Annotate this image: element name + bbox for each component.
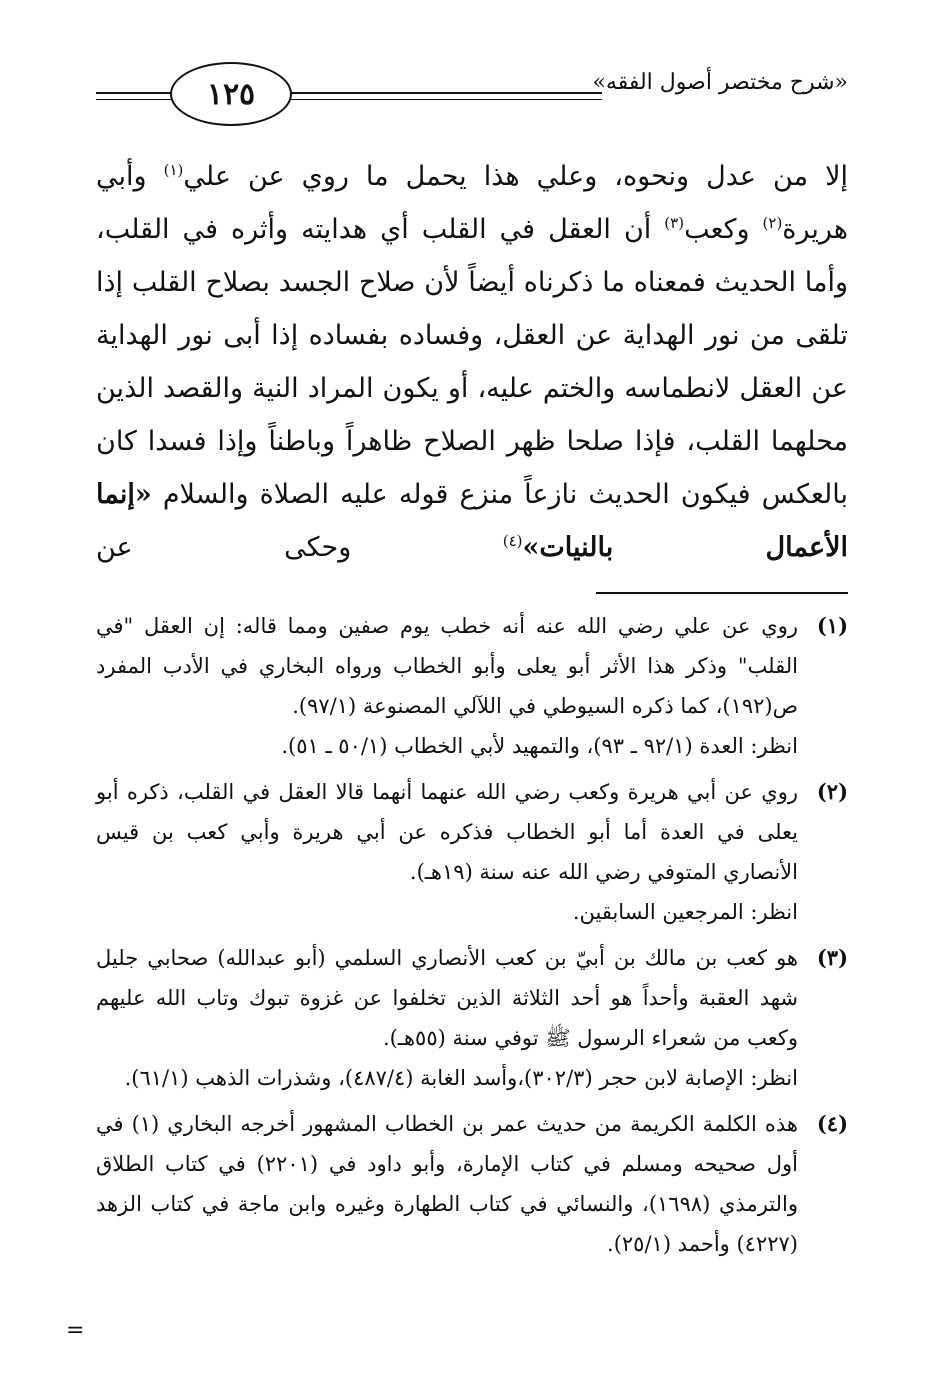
text-segment: وحكى عن [96,532,503,563]
running-title: «شرح مختصر أصول الفقه» [592,70,848,95]
header-rule-middle [272,92,602,94]
footnote-2 [96,772,848,932]
main-paragraph [96,150,848,574]
footnote-reference: انظر: المرجعين السابقين. [572,900,798,924]
footnote-text: روي عن علي رضي الله عنه أنه خطب يوم صفين ومما قاله: إن العقل "في القلب" وذكر هذا الأثر أبو يعلى وأبو الخطاب ورواه البخاري في الأدب المفرد ص(١٩٢)، كما ذكره السيوطي في اللآلي المصنوعة (٩٧/١). [96,614,798,718]
footnote-number: (٣) [816,945,848,970]
footnote-ref-4[interactable]: (٤) [502,532,523,550]
hadith-quote: «إنما الأعمال بالنيات» [96,479,848,563]
footnote-4 [96,1104,848,1264]
footnote-body [96,938,798,1098]
text-segment: وأبي هريرة [96,161,848,245]
margin-mark: = [66,1318,85,1343]
page-number: ١٢٥ [170,62,292,126]
footnote-ref-1[interactable]: (١) [163,161,184,179]
footnote-body [96,772,798,932]
main-body-text [96,150,848,574]
footnote-ref-2[interactable]: (٢) [762,214,783,232]
footnote-body [96,1104,798,1264]
text-segment: أن العقل في القلب أي هدايته وأثره في القلب، وأما الحديث فمعناه ما ذكرناه أيضاً لأن صلاح الجسد بصلاح القلب إذا تلقى من نور الهداية عن العقل، وفساده بفساده إذا أبى نور الهداية عن العقل لانطماسه والختم عليه، أو يكون المراد النية والقصد الذين محلهما القلب، فإذا صلحا ظهر الصلاح ظاهراً وباطناً وإذا فسدا كان بالعكس فيكون الحديث نازعاً منزع قوله عليه الصلاة والسلام [96,214,848,510]
footnote-number: (٤) [816,1111,848,1136]
footnote-3 [96,938,848,1098]
footnote-text: هذه الكلمة الكريمة من حديث عمر بن الخطاب المشهور أخرجه البخاري (١) في أول صحيحه ومسلم في كتاب الإمارة، وأبو داود في (٢٢٠١) في كتاب الطلاق والترمذي (١٦٩٨)، والنسائي في كتاب الطهارة وغيره وابن ماجة في كتاب الزهد (٤٢٢٧) وأحمد (٢٥/١). [96,1112,798,1256]
page-header [96,62,848,132]
footnotes-section [96,606,848,1270]
footnote-number: (٢) [816,779,848,804]
footnote-1 [96,606,848,766]
footnote-separator [596,592,848,594]
footnote-text: هو كعب بن مالك بن أبيّ بن كعب الأنصاري السلمي (أبو عبدالله) صحابي جليل شهد العقبة وأحداً هو أحد الثلاثة الذين تخلفوا عن غزوة تبوك وتاب الله عليهم وكعب من شعراء الرسول ﷺ توفي سنة (٥٥هـ). [96,946,798,1050]
footnote-number: (١) [816,613,848,638]
header-rule-middle-thin [272,99,602,100]
footnote-ref-3[interactable]: (٣) [664,214,685,232]
footnote-text: روي عن أبي هريرة وكعب رضي الله عنهما أنهما قالا العقل في القلب، ذكره أبو يعلى في العدة أما أبو الخطاب فذكره عن أبي هريرة وأبي كعب بن قيس الأنصاري المتوفي رضي الله عنه سنة (١٩هـ). [96,780,798,884]
footnote-body [96,606,798,766]
text-segment: وكعب [684,214,763,245]
text-segment: إلا من عدل ونحوه، وعلي هذا يحمل ما روي عن علي [183,161,848,192]
footnote-reference: انظر: الإصابة لابن حجر (٣٠٢/٣)،وأسد الغابة (٤٨٧/٤)، وشذرات الذهب (٦١/١). [124,1066,798,1090]
footnote-reference: انظر: العدة (٩٢/١ ـ ٩٣)، والتمهيد لأبي الخطاب (٥٠/١ ـ ٥١). [281,734,798,758]
